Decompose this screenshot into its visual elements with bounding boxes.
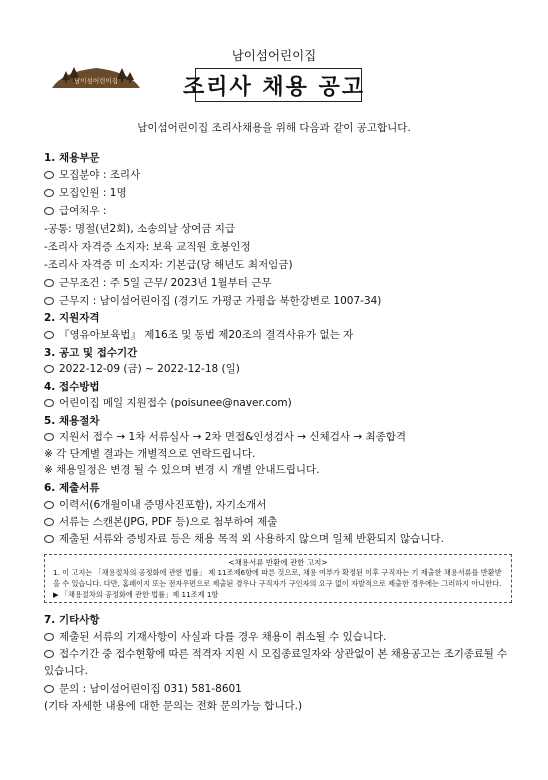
bullet-icon xyxy=(44,399,54,407)
bullet-icon xyxy=(44,518,54,526)
bullet-icon xyxy=(44,650,54,658)
process-steps: 지원서 접수 → 1차 서류심사 → 2차 면접&인성검사 → 신체검사 → 최종합격 xyxy=(44,430,406,444)
page-title: 조리사 채용 공고 xyxy=(182,74,366,100)
salary-common: -공통: 명절(년2회), 소송의날 상여금 지급 xyxy=(44,223,236,235)
salary-cert: -조리사 자격증 소지자: 보육 교직원 호봉인정 xyxy=(44,241,251,253)
bullet-icon xyxy=(44,633,54,641)
section-1-heading: 1. 채용부문 xyxy=(44,152,100,164)
misc-item-2: 접수기간 중 접수현황에 따른 적격자 지원 시 모집종료일자와 상관없이 본 채용공고는 조기종료될 수 xyxy=(44,647,507,661)
bullet-icon xyxy=(44,171,54,179)
intro-text: 남이섬어린이집 조리사채용을 위해 다음과 같이 공고합니다. xyxy=(137,122,411,134)
bullet-icon xyxy=(44,297,54,305)
bullet-icon xyxy=(44,207,54,215)
document-2: 서류는 스캔본(JPG, PDF 등)으로 첨부하여 제출 xyxy=(44,515,277,529)
misc-item-2-cont: 있습니다. xyxy=(44,665,88,677)
notice-title: <채용서류 반환에 관한 고지> xyxy=(228,558,328,567)
section-3-heading: 3. 공고 및 접수기간 xyxy=(44,347,138,359)
bullet-icon xyxy=(44,365,54,373)
bullet-icon xyxy=(44,331,54,339)
bullet-icon xyxy=(44,279,54,287)
misc-item-1: 제출된 서류의 기재사항이 사실과 다를 경우 채용이 취소될 수 있습니다. xyxy=(44,630,387,644)
recruit-field: 모집분야 : 조리사 xyxy=(44,168,140,182)
work-place: 근무지 : 남이섬어린이집 (경기도 가평군 가평읍 북한강변로 1007-34) xyxy=(44,294,381,308)
logo-text: 남이섬어린이집 xyxy=(74,77,118,85)
contact-info: 문의 : 남이섬어린이집 031) 581-8601 xyxy=(44,682,242,696)
section-7-heading: 7. 기타사항 xyxy=(44,614,100,626)
salary-nocert: -조리사 자격증 미 소지자: 기본급(당 해년도 최저임금) xyxy=(44,259,293,271)
document-1: 이력서(6개월이내 증명사진포함), 자기소개서 xyxy=(44,498,266,512)
notice-body: 1. 이 고지는 「채용절차의 공정화에 관한 법률」 제 11조제6항에 따른 것으로, 채용 여부가 확정된 이후 구직자는 기 제출한 채용서류를 반환받을 수 있습니다. 다만, 홈페이지 또는 전자우편으로 제출된 경우나 구직자가 구인자의 요구 없이 자발적으로 제출한 경우에는 그러하지 아니한다. ▶ 「채용절차의 공정화에 관한 법률」제 11조제 1항 xyxy=(53,568,502,599)
bullet-icon xyxy=(44,189,54,197)
org-name: 남이섬어린이집 xyxy=(231,48,317,63)
bullet-icon xyxy=(44,685,54,693)
recruit-count: 모집인원 : 1명 xyxy=(44,186,127,200)
application-period: 2022-12-09 (금) ~ 2022-12-18 (일) xyxy=(44,362,240,376)
notice-box xyxy=(44,554,512,603)
footer-note: (기타 자세한 내용에 대한 문의는 전화 문의가능 합니다.) xyxy=(44,700,303,712)
section-4-heading: 4. 접수방법 xyxy=(44,381,100,393)
salary-label: 급여처우 : xyxy=(44,204,106,218)
work-condition: 근무조건 : 주 5일 근무/ 2023년 1월부터 근무 xyxy=(44,276,272,290)
qualification: 『영유아보육법』 제16조 및 동법 제20조의 결격사유가 없는 자 xyxy=(44,328,353,342)
document-3: 제출된 서류와 증빙자료 등은 채용 목적 외 사용하지 않으며 일체 반환되지 않습니다. xyxy=(44,532,444,546)
section-2-heading: 2. 지원자격 xyxy=(44,312,100,324)
bullet-icon xyxy=(44,501,54,509)
process-note-2: ※ 채용일정은 변경 될 수 있으며 변경 시 개별 안내드립니다. xyxy=(44,464,320,476)
section-6-heading: 6. 제출서류 xyxy=(44,482,100,494)
section-5-heading: 5. 채용절차 xyxy=(44,415,100,427)
bullet-icon xyxy=(44,433,54,441)
process-note-1: ※ 각 단계별 결과는 개별적으로 연락드립니다. xyxy=(44,448,256,460)
application-method: 어린이집 메일 지원접수 (poisunee@naver.com) xyxy=(44,396,292,410)
bullet-icon xyxy=(44,535,54,543)
